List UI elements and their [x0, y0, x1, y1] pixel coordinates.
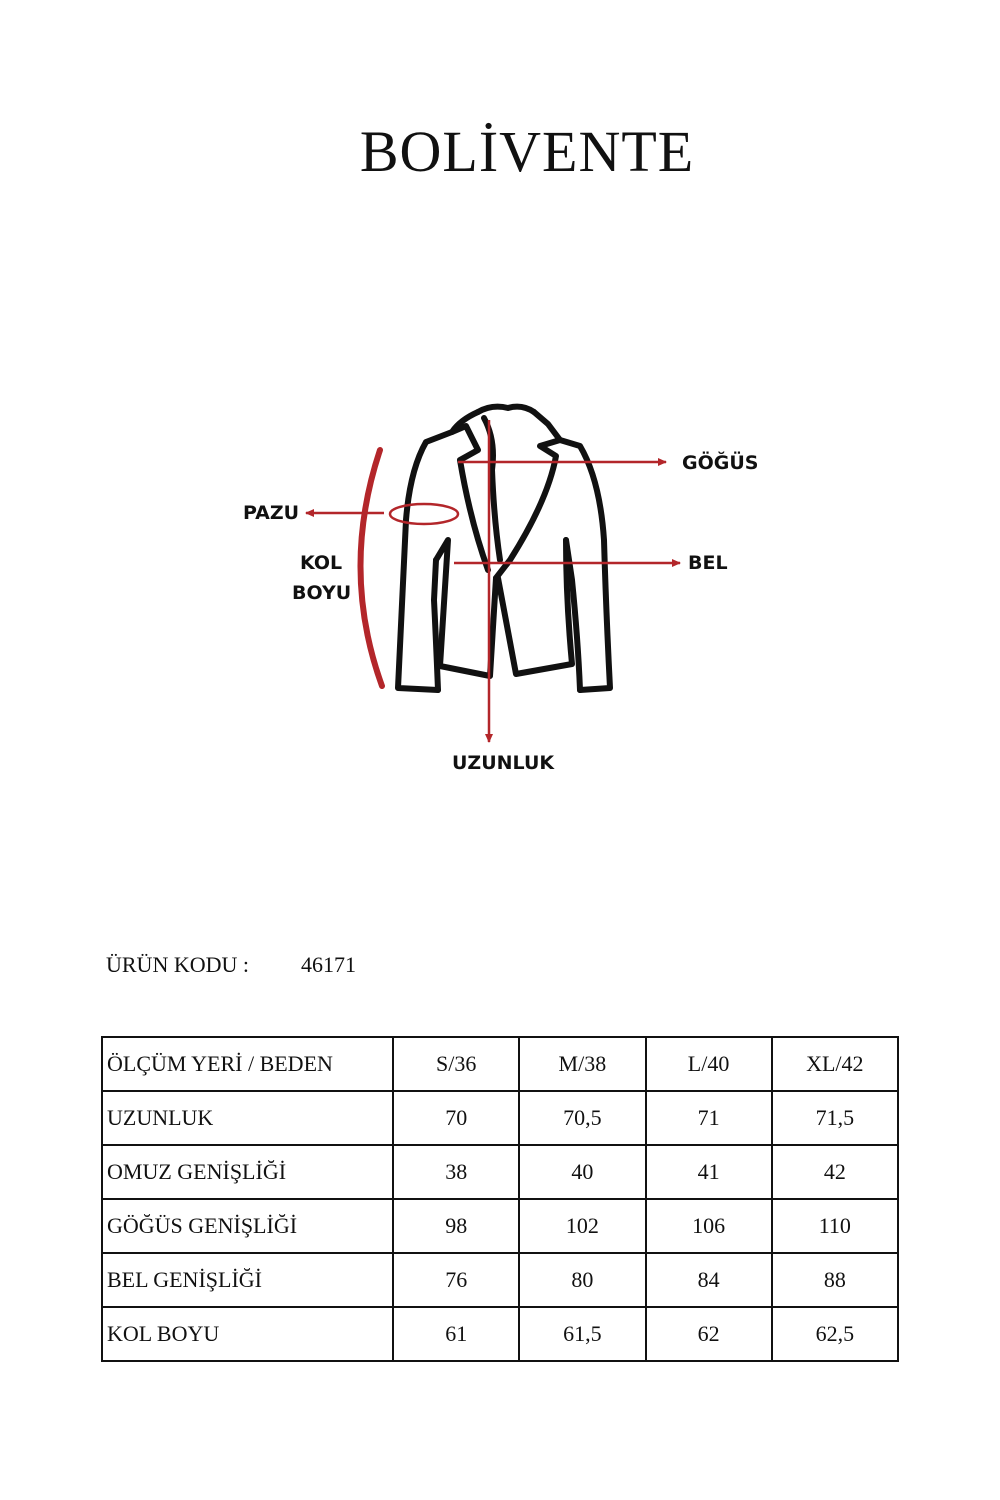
- table-cell: 62: [646, 1307, 772, 1361]
- label-gogus: GÖĞÜS: [682, 452, 759, 474]
- label-kol: KOL: [300, 552, 343, 574]
- table-header-cell: S/36: [393, 1037, 519, 1091]
- table-cell: 76: [393, 1253, 519, 1307]
- table-cell: 88: [772, 1253, 898, 1307]
- jacket-outline: [398, 407, 610, 690]
- table-row: [102, 1199, 898, 1253]
- table-row: [102, 1091, 898, 1145]
- table-cell: 70,5: [519, 1091, 645, 1145]
- label-bel: BEL: [688, 552, 728, 574]
- table-header-cell: L/40: [646, 1037, 772, 1091]
- table-cell: 40: [519, 1145, 645, 1199]
- table-cell: 70: [393, 1091, 519, 1145]
- table-cell: 110: [772, 1199, 898, 1253]
- product-code-row: [106, 952, 356, 978]
- product-code-label: ÜRÜN KODU :: [106, 952, 249, 977]
- label-uzunluk: UZUNLUK: [452, 752, 555, 774]
- table-cell: 98: [393, 1199, 519, 1253]
- table-cell: 71,5: [772, 1091, 898, 1145]
- label-boyu: BOYU: [292, 582, 352, 604]
- table-cell: 61,5: [519, 1307, 645, 1361]
- brand-logo: BOLİVENTE: [359, 119, 695, 184]
- table-cell: 61: [393, 1307, 519, 1361]
- table-row-label: GÖĞÜS GENİŞLİĞİ: [102, 1199, 393, 1253]
- product-code-value: 46171: [301, 952, 356, 977]
- pazu-ellipse: [390, 504, 458, 524]
- table-row-label: BEL GENİŞLİĞİ: [102, 1253, 393, 1307]
- table-cell: 84: [646, 1253, 772, 1307]
- table-row: [102, 1307, 898, 1361]
- label-pazu: PAZU: [243, 502, 300, 524]
- table-cell: 106: [646, 1199, 772, 1253]
- table-header-cell: M/38: [519, 1037, 645, 1091]
- table-cell: 38: [393, 1145, 519, 1199]
- table-row-label: UZUNLUK: [102, 1091, 393, 1145]
- table-row-label: KOL BOYU: [102, 1307, 393, 1361]
- table-cell: 71: [646, 1091, 772, 1145]
- table-cell: 62,5: [772, 1307, 898, 1361]
- table-row: [102, 1145, 898, 1199]
- table-cell: 80: [519, 1253, 645, 1307]
- table-header-cell: ÖLÇÜM YERİ / BEDEN: [102, 1037, 393, 1091]
- kol-boyu-arc: [360, 450, 382, 686]
- size-table: [101, 1036, 899, 1362]
- table-row-label: OMUZ GENİŞLİĞİ: [102, 1145, 393, 1199]
- table-header-cell: XL/42: [772, 1037, 898, 1091]
- table-cell: 102: [519, 1199, 645, 1253]
- table-cell: 41: [646, 1145, 772, 1199]
- table-row: [102, 1253, 898, 1307]
- table-cell: 42: [772, 1145, 898, 1199]
- table-header-row: [102, 1037, 898, 1091]
